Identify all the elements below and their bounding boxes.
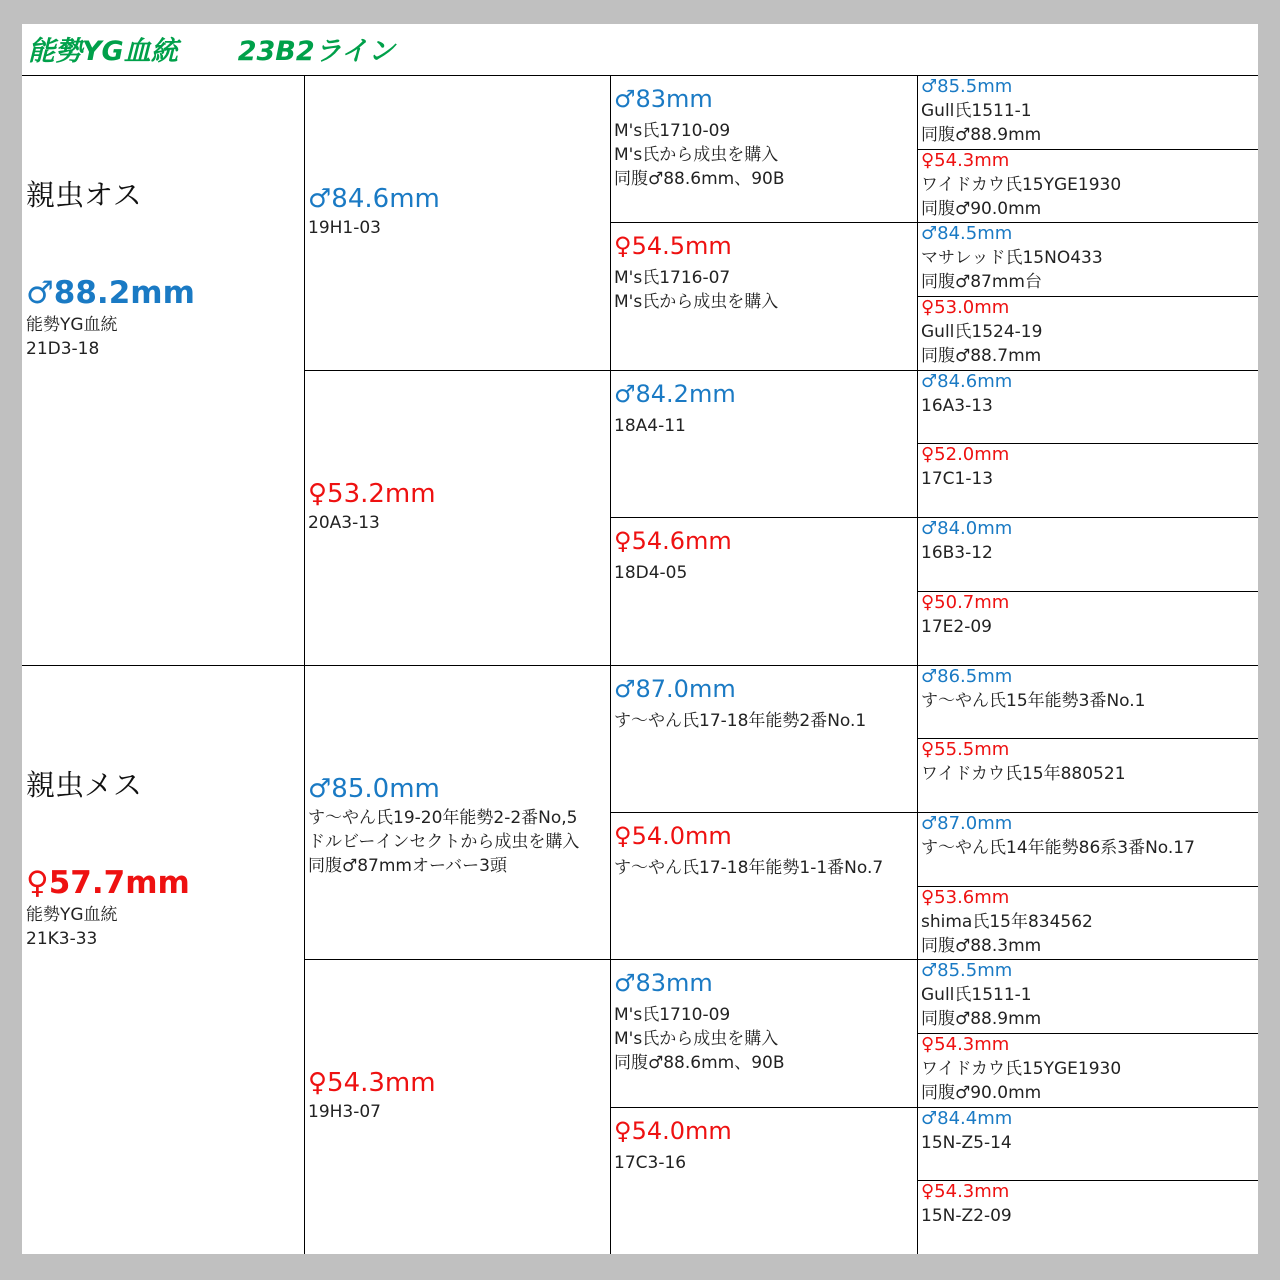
grandparent-cell (308, 959, 608, 1254)
great-great-grandparent-info: 16B3-12 (921, 543, 993, 563)
great-great-grandparent-cell (921, 738, 1256, 812)
great-great-grandparent-size: ♀54.3mm (921, 150, 1010, 171)
grandparent-size: ♂85.0mm (308, 774, 440, 804)
grandparent-info: 20A3-13 (308, 513, 380, 533)
great-great-grandparent-info: 15N-Z2-09 (921, 1206, 1012, 1226)
great-great-grandparent-cell (921, 591, 1256, 665)
pedigree-sheet (22, 24, 1258, 1254)
parent-size: ♀57.7mm (26, 865, 190, 901)
great-great-grandparent-info: 15N-Z5-14 (921, 1133, 1012, 1153)
great-great-grandparent-info: 17E2-09 (921, 617, 992, 637)
great-great-grandparent-size: ♂85.5mm (921, 960, 1013, 981)
great-grandparent-size: ♂83mm (614, 969, 713, 997)
bloodline-title: 能勢YG血統 (28, 36, 178, 67)
great-grandparent-size: ♀54.0mm (614, 822, 732, 850)
parent-info: 能勢YG血統 21D3-18 (26, 315, 118, 359)
grandparent-block (308, 182, 440, 240)
parent-cell (26, 665, 302, 1255)
great-grandparent-info: 17C3-16 (614, 1153, 687, 1173)
great-great-grandparent-info: Gull氏1511-1 同腹♂88.9mm (921, 101, 1042, 145)
great-grandparent-info: 18A4-11 (614, 416, 686, 436)
great-great-grandparent-info: マサレッド氏15NO433 同腹♂87mm台 (921, 248, 1103, 292)
great-great-grandparent-cell (921, 296, 1256, 370)
great-great-grandparent-size: ♀53.0mm (921, 297, 1010, 318)
great-grandparent-cell (614, 222, 915, 369)
grandparent-size: ♀54.3mm (308, 1068, 436, 1098)
great-great-grandparent-size: ♂84.6mm (921, 371, 1013, 392)
grandparent-size: ♂84.6mm (308, 184, 440, 214)
great-great-grandparent-cell (921, 886, 1256, 960)
great-great-grandparent-cell (921, 517, 1256, 591)
great-great-grandparent-info: ワイドカウ氏15YGE1930 同腹♂90.0mm (921, 1059, 1122, 1103)
great-grandparent-info: 18D4-05 (614, 563, 688, 583)
great-great-grandparent-size: ♀53.6mm (921, 887, 1010, 908)
grandparent-info: す～やん氏19-20年能勢2-2番No,5 ドルビーインセクトから成虫を購入 同腹♂87mmオーバー3頭 (308, 808, 580, 876)
great-great-grandparent-cell (921, 75, 1256, 149)
great-great-grandparent-cell (921, 370, 1256, 444)
great-great-grandparent-size: ♂87.0mm (921, 813, 1013, 834)
great-grandparent-cell (614, 1107, 915, 1254)
great-grandparent-cell (614, 812, 915, 959)
parent-info: 能勢YG血統 21K3-33 (26, 905, 118, 949)
great-great-grandparent-cell (921, 149, 1256, 223)
great-great-grandparent-cell (921, 222, 1256, 296)
great-grandparent-size: ♂84.2mm (614, 380, 736, 408)
great-great-grandparent-size: ♂86.5mm (921, 666, 1013, 687)
parent-heading: 親虫メス (26, 768, 143, 802)
great-great-grandparent-info: す～やん氏15年能勢3番No.1 (921, 691, 1146, 711)
great-great-grandparent-size: ♂85.5mm (921, 76, 1013, 97)
great-great-grandparent-size: ♂84.4mm (921, 1108, 1013, 1129)
great-great-grandparent-size: ♀54.3mm (921, 1181, 1010, 1202)
grandparent-info: 19H1-03 (308, 218, 381, 238)
grandparent-info: 19H3-07 (308, 1102, 381, 1122)
great-grandparent-size: ♂83mm (614, 85, 713, 113)
great-grandparent-size: ♀54.5mm (614, 232, 732, 260)
great-grandparent-info: M's氏1716-07 M's氏から成虫を購入 (614, 268, 779, 312)
great-grandparent-size: ♀54.6mm (614, 527, 732, 555)
great-great-grandparent-size: ♂84.0mm (921, 518, 1013, 539)
grandparent-cell (308, 370, 608, 665)
great-grandparent-cell (614, 959, 915, 1106)
parent-heading: 親虫オス (26, 178, 142, 212)
great-great-grandparent-info: ワイドカウ氏15YGE1930 同腹♂90.0mm (921, 175, 1122, 219)
great-great-grandparent-cell (921, 812, 1256, 886)
great-great-grandparent-info: Gull氏1524-19 同腹♂88.7mm (921, 322, 1043, 366)
great-great-grandparent-size: ♂84.5mm (921, 223, 1013, 244)
great-grandparent-cell (614, 75, 915, 222)
great-grandparent-info: す～やん氏17-18年能勢2番No.1 (614, 711, 867, 731)
grandparent-block (308, 477, 436, 535)
great-great-grandparent-info: ワイドカウ氏15年880521 (921, 764, 1126, 784)
pedigree-title (28, 30, 395, 74)
great-grandparent-info: M's氏1710-09 M's氏から成虫を購入 同腹♂88.6mm、90B (614, 121, 785, 189)
great-grandparent-size: ♀54.0mm (614, 1117, 732, 1145)
grandparent-cell (308, 75, 608, 370)
great-great-grandparent-cell (921, 1033, 1256, 1107)
line-title: 23B2ライン (237, 36, 395, 67)
grandparent-block (308, 772, 579, 878)
great-great-grandparent-cell (921, 959, 1256, 1033)
great-great-grandparent-info: shima氏15年834562 同腹♂88.3mm (921, 912, 1093, 956)
great-great-grandparent-cell (921, 1107, 1256, 1181)
great-great-grandparent-cell (921, 665, 1256, 739)
grandparent-block (308, 1066, 436, 1124)
grandparent-cell (308, 665, 608, 960)
great-great-grandparent-info: す～やん氏14年能勢86系3番No.17 (921, 838, 1195, 858)
great-grandparent-size: ♂87.0mm (614, 675, 736, 703)
great-great-grandparent-info: 17C1-13 (921, 469, 994, 489)
great-great-grandparent-info: Gull氏1511-1 同腹♂88.9mm (921, 985, 1042, 1029)
great-great-grandparent-size: ♀54.3mm (921, 1034, 1010, 1055)
great-great-grandparent-size: ♀52.0mm (921, 444, 1010, 465)
great-grandparent-cell (614, 665, 915, 812)
great-grandparent-info: M's氏1710-09 M's氏から成虫を購入 同腹♂88.6mm、90B (614, 1005, 785, 1073)
grandparent-size: ♀53.2mm (308, 479, 436, 509)
parent-size: ♂88.2mm (26, 275, 195, 311)
great-great-grandparent-size: ♀50.7mm (921, 592, 1010, 613)
great-great-grandparent-info: 16A3-13 (921, 396, 993, 416)
great-great-grandparent-size: ♀55.5mm (921, 739, 1010, 760)
great-great-grandparent-cell (921, 443, 1256, 517)
great-grandparent-cell (614, 370, 915, 517)
great-grandparent-cell (614, 517, 915, 664)
great-grandparent-info: す～やん氏17-18年能勢1-1番No.7 (614, 858, 884, 878)
great-great-grandparent-cell (921, 1180, 1256, 1254)
parent-cell (26, 75, 302, 665)
